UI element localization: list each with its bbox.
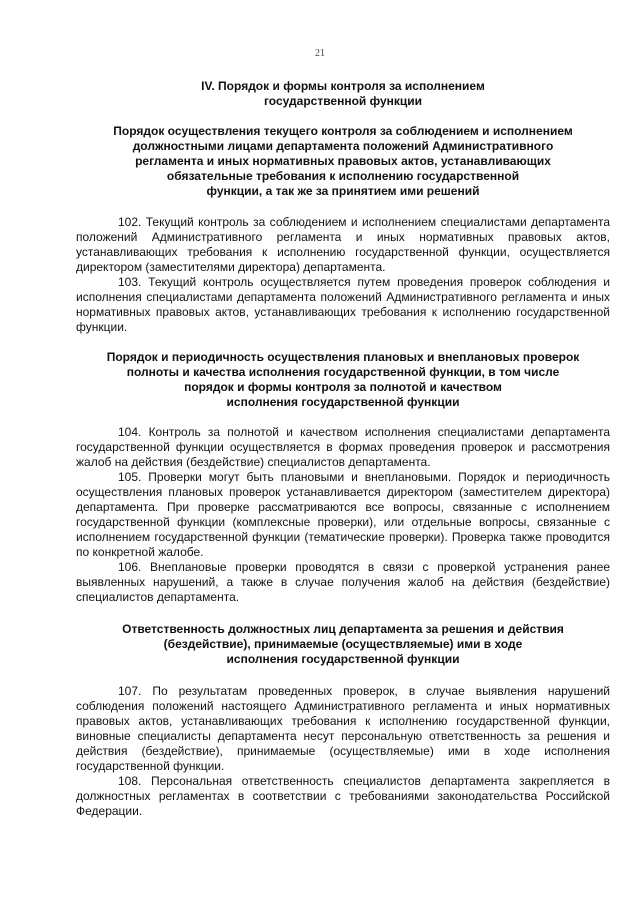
section-heading-line: функции, а так же за принятием ими решений <box>206 184 480 198</box>
paragraph-106: 106. Внеплановые проверки проводятся в связи с проверкой устранения ранее выявленных нарушений, а также в случае получения жалоб на действия (бездействие) специалистов департамента. <box>76 560 610 604</box>
section-heading-line: Ответственность должностных лиц департамента за решения и действия <box>122 622 564 636</box>
paragraph-102: 102. Текущий контроль за соблюдением и исполнением специалистами департамента положений Административного регламента и иных нормативных правовых актов, устанавливающих требования к исполнению государственной функции, осуществляется директором (заместителями директора) департамента. <box>76 215 610 274</box>
section-heading-line: исполнения государственной функции <box>226 652 460 666</box>
section-heading-line: (бездействие), принимаемые (осуществляемые) ими в ходе <box>163 637 523 651</box>
chapter-title-line: IV. Порядок и формы контроля за исполнением <box>201 79 485 93</box>
section-heading-inspections <box>76 350 610 410</box>
section-heading-line: обязательные требования к исполнению государственной <box>166 169 520 183</box>
section-heading-responsibility <box>76 622 610 667</box>
section-heading-line: полноты и качества исполнения государственной функции, в том числе <box>126 365 560 379</box>
section-heading-current-control <box>76 124 610 199</box>
section-heading-line: регламента и иных нормативных правовых актов, устанавливающих <box>135 154 551 168</box>
paragraph-108: 108. Персональная ответственность специалистов департамента закрепляется в должностных регламентах в соответствии с требованиями законодательства Российской Федерации. <box>76 774 610 818</box>
paragraph-107: 107. По результатам проведенных проверок, в случае выявления нарушений соблюдения положений настоящего Административного регламента и иных нормативных правовых актов, устанавливающих требования к исполнению государственной функции, виновные специалисты департамента несут персональную ответственность за решения и действия (бездействие), принимаемые (осуществляемые) ими в ходе исполнения государственной функции. <box>76 684 610 773</box>
section-heading-line: порядок и формы контроля за полнотой и качеством <box>184 380 502 394</box>
section-heading-line: Порядок осуществления текущего контроля за соблюдением и исполнением <box>113 124 573 138</box>
section-heading-line: исполнения государственной функции <box>226 395 460 409</box>
chapter-title-line: государственной функции <box>263 94 423 108</box>
page-number: 21 <box>315 48 325 59</box>
document-body <box>76 79 610 819</box>
paragraph-103: 103. Текущий контроль осуществляется путем проведения проверок соблюдения и исполнения специалистами департамента положений Административного регламента и иных нормативных правовых актов, устанавливающих требования к исполнению государственной функции. <box>76 275 610 334</box>
chapter-title <box>76 79 610 109</box>
section-heading-line: Порядок и периодичность осуществления плановых и внеплановых проверок <box>106 350 580 364</box>
section-heading-line: должностными лицами департамента положений Административного <box>132 139 554 153</box>
paragraph-105: 105. Проверки могут быть плановыми и внеплановыми. Порядок и периодичность осуществления плановых проверок устанавливается директором (заместителем директора) департамента. При проверке рассматриваются все вопросы, связанные с исполнением государственной функции (комплексные проверки), или отдельные вопросы, связанные с исполнением государственной функции (тематические проверки). Проверка также проводится по конкретной жалобе. <box>76 470 610 559</box>
paragraph-104: 104. Контроль за полнотой и качеством исполнения специалистами департамента государственной функции осуществляется в формах проведения проверок и рассмотрения жалоб на действия (бездействие) специалистов департамента. <box>76 425 610 469</box>
